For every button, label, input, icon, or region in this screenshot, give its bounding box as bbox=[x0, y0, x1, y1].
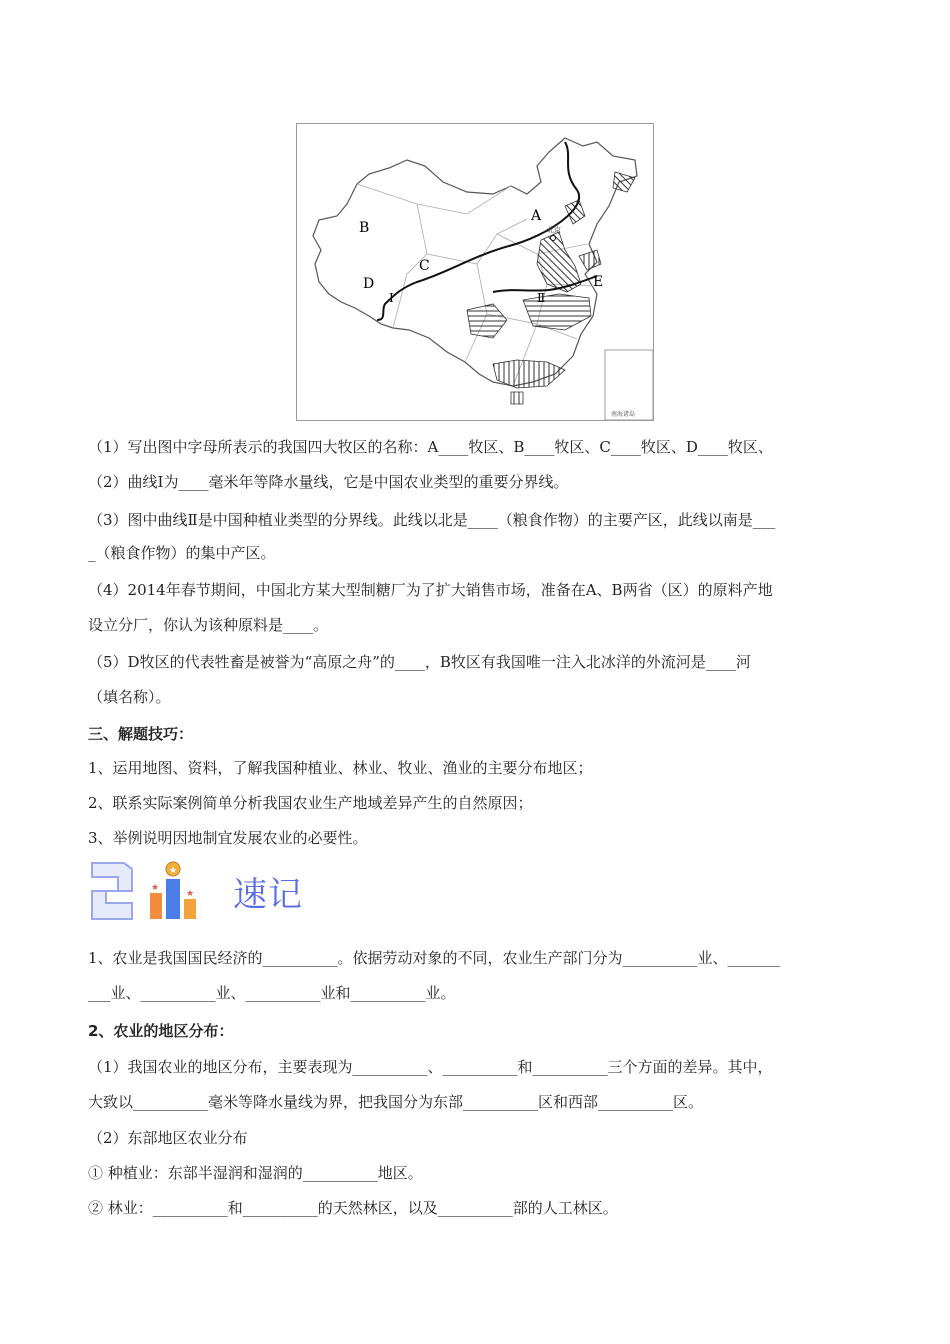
recall-line-6: ① 种植业：东部半湿润和湿润的__________地区。 bbox=[88, 1164, 423, 1182]
map-label-D: D bbox=[363, 276, 375, 292]
podium-center bbox=[166, 879, 180, 919]
recall-line-2: ___业、__________业、__________业和__________业。 bbox=[88, 984, 456, 1002]
map-svg bbox=[297, 124, 654, 421]
hatch-sichuan bbox=[467, 304, 507, 338]
podium-right bbox=[184, 899, 196, 919]
map-label-B: B bbox=[359, 220, 370, 236]
hatch-northeast bbox=[613, 172, 635, 192]
beijing-label: 北京 bbox=[547, 226, 561, 234]
question-2: （2）曲线Ⅰ为____毫米年等降水量线，它是中国农业类型的重要分界线。 bbox=[88, 473, 569, 491]
question-4-cont: 设立分厂，你认为该种原料是____。 bbox=[88, 616, 329, 634]
question-5: （5）D牧区的代表牲畜是被誉为“高原之舟”的____，B牧区有我国唯一注入北冰洋的外流河是____河 bbox=[88, 653, 751, 671]
number-2-icon bbox=[92, 863, 132, 919]
map-label-C: C bbox=[419, 258, 430, 274]
recall-line-3: （1）我国农业的地区分布，主要表现为__________、__________和__________三个方面的差异。其中， bbox=[88, 1058, 773, 1076]
hatch-hills bbox=[565, 200, 585, 224]
section-3-title: 三、解题技巧： bbox=[88, 725, 194, 743]
svg-text:★: ★ bbox=[169, 866, 178, 876]
inset-label: 南海诸岛 bbox=[611, 411, 636, 418]
podium-left bbox=[150, 893, 162, 919]
question-3: （3）图中曲线Ⅱ是中国种植业类型的分界线。此线以北是____（粮食作物）的主要产区，此线以南是___ bbox=[88, 511, 776, 529]
recall-line-5: （2）东部地区农业分布 bbox=[88, 1129, 248, 1147]
banner-icon bbox=[88, 855, 228, 927]
recall-line-7: ② 林业：__________和__________的天然林区，以及__________部的人工林区。 bbox=[88, 1199, 618, 1217]
tip-3: 3、举例说明因地制宜发展农业的必要性。 bbox=[88, 829, 368, 847]
map-label-II: Ⅱ bbox=[537, 291, 546, 305]
recall-heading-2: 2、农业的地区分布： bbox=[88, 1022, 234, 1040]
tip-1: 1、运用地图、资料，了解我国种植业、林业、牧业、渔业的主要分布地区； bbox=[88, 759, 593, 777]
question-1: （1）写出图中字母所表示的我国四大牧区的名称：A____牧区、B____牧区、C____牧区、D____牧区、 bbox=[88, 438, 773, 456]
south-china-sea-inset bbox=[605, 350, 653, 420]
china-agriculture-map bbox=[296, 123, 654, 421]
question-5-cont: （填名称）。 bbox=[88, 688, 171, 706]
question-3-cont: _（粮食作物）的集中产区。 bbox=[88, 544, 276, 562]
map-label-E: E bbox=[593, 274, 604, 290]
question-4: （4）2014年春节期间，中国北方某大型制糖厂为了扩大销售市场，准备在A、B两省（区）的原料产地 bbox=[88, 581, 773, 599]
map-label-I: I bbox=[389, 291, 394, 305]
hatch-hainan bbox=[511, 392, 523, 404]
hatch-yangtze bbox=[523, 294, 591, 330]
tip-2: 2、联系实际案例简单分析我国农业生产地域差异产生的自然原因； bbox=[88, 794, 533, 812]
map-label-A: A bbox=[531, 208, 542, 224]
star-icon: ★ bbox=[186, 889, 195, 899]
banner-title: 速记 bbox=[233, 875, 303, 915]
recall-line-4: 大致以__________毫米等降水量线为界，把我国分为东部__________区和西部__________区。 bbox=[88, 1093, 704, 1111]
recall-line-1: 1、农业是我国国民经济的__________。依据劳动对象的不同，农业生产部门分为__________业、_______ bbox=[88, 949, 781, 967]
hatch-shandong bbox=[579, 250, 601, 270]
star-icon: ★ bbox=[151, 883, 160, 893]
quick-recall-banner bbox=[88, 855, 328, 927]
